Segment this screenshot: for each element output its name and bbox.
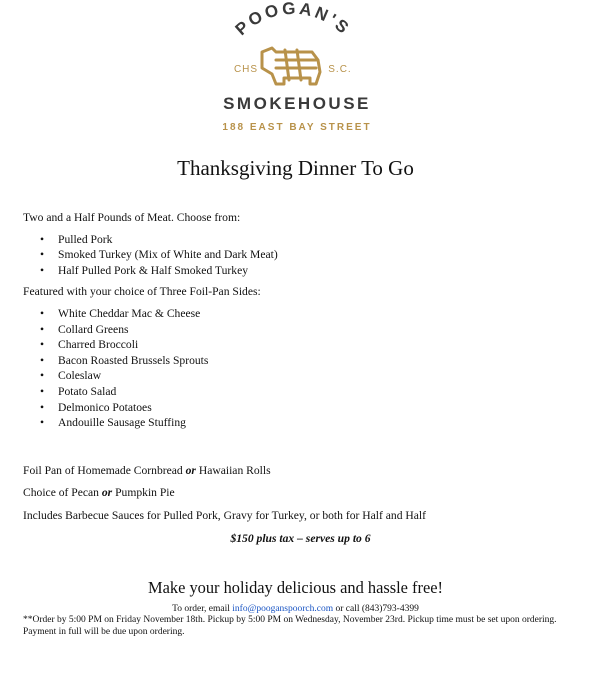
logo-arc-text: POOGAN'S (231, 0, 355, 40)
meat-intro: Two and a Half Pounds of Meat. Choose from: (23, 211, 241, 224)
sides-intro: Featured with your choice of Three Foil-Pan Sides: (23, 285, 261, 299)
bread-or: or (185, 463, 196, 477)
meat-list (23, 232, 578, 279)
price-line: $150 plus tax – serves up to 6 (230, 531, 371, 545)
side-item: • White Cheddar Mac & Cheese (58, 306, 578, 322)
pig-icon (262, 48, 320, 84)
bread-line: Foil Pan of Homemade Cornbread or Hawaiian Rolls (23, 463, 271, 477)
side-item: • Coleslaw (58, 368, 578, 384)
side-item: • Delmonico Potatoes (58, 400, 578, 416)
sides-list (23, 306, 578, 431)
pie-line: Choice of Pecan or Pumpkin Pie (23, 486, 175, 500)
email-link[interactable]: info@pooganspoorch.com (232, 604, 334, 614)
tagline: Make your holiday delicious and hassle free! (148, 578, 443, 597)
side-item: • Charred Broccoli (58, 337, 578, 353)
page-title: Thanksgiving Dinner To Go (177, 156, 414, 180)
menu-content (23, 210, 578, 546)
svg-text:POOGAN'S (232, 0, 355, 39)
logo-left-tag: CHS (233, 64, 259, 75)
meat-item: • Smoked Turkey (Mix of White and Dark Meat) (58, 247, 578, 263)
poogans-smokehouse-logo (0, 0, 591, 140)
fine-print: **Order by 5:00 PM on Friday November 18th. Pickup by 5:00 PM on Wednesday, November 23rd. Pickup time must be set upon ordering. Payment in full will be due upon ordering. (23, 615, 557, 637)
side-item: • Bacon Roasted Brussels Sprouts (58, 353, 578, 369)
meat-item: • Half Pulled Pork & Half Smoked Turkey (58, 263, 578, 279)
side-item: • Andouille Sausage Stuffing (58, 415, 578, 431)
logo-address: 188 EAST BAY STREET (222, 122, 372, 133)
order-info: To order, email info@pooganspoorch.com or call (843)793-4399 (172, 604, 419, 614)
logo-main-text: SMOKEHOUSE (223, 94, 371, 113)
side-item: • Potato Salad (58, 384, 578, 400)
logo-right-tag: S.C. (328, 64, 352, 75)
sauces-line: Includes Barbecue Sauces for Pulled Pork, Gravy for Turkey, or both for Half and Half (23, 508, 426, 522)
side-item: • Collard Greens (58, 322, 578, 338)
meat-item: • Pulled Pork (58, 232, 578, 248)
pie-or: or (101, 486, 113, 500)
